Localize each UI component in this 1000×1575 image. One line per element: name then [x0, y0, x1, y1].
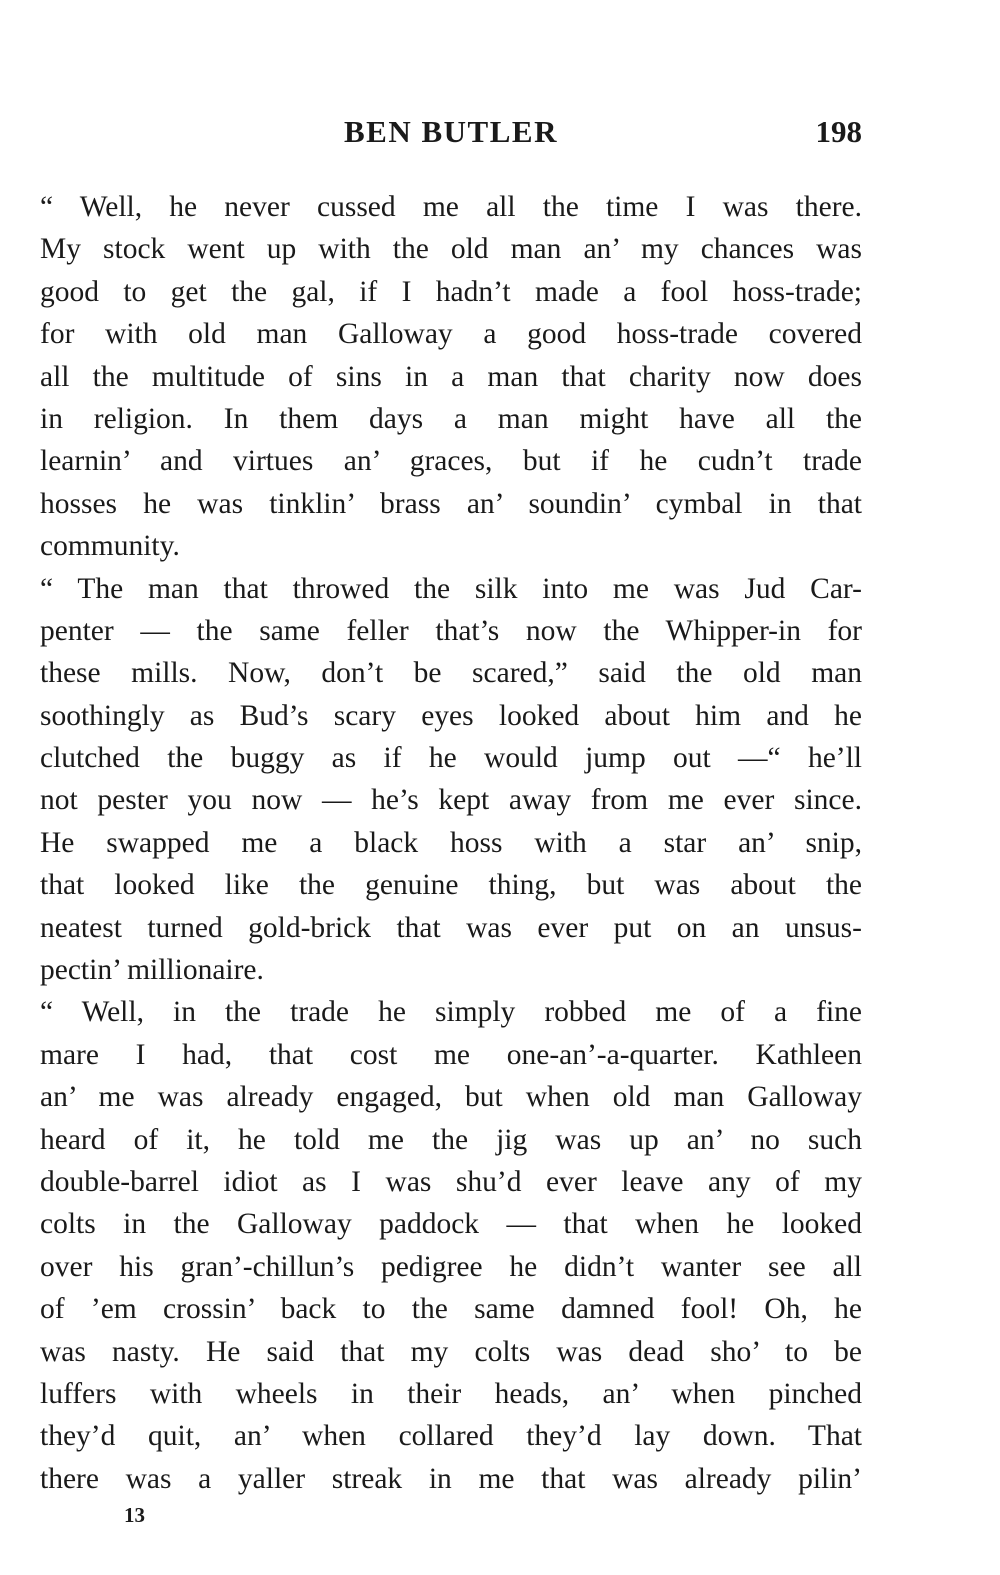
text-line: “ Well, in the trade he simply robbed me of a fine [40, 996, 862, 1029]
text-line: learnin’ and virtues an’ graces, but if he cudn’t trade [40, 445, 862, 478]
running-head [40, 114, 862, 162]
text-line: pectin’ millionaire. [40, 954, 264, 987]
page-number: 198 [815, 114, 862, 149]
text-line: there was a yaller streak in me that was already pilin’ [40, 1462, 862, 1495]
signature-mark: 13 [124, 1503, 145, 1527]
text-line: not pester you now — he’s kept away from me ever since. [40, 784, 862, 817]
text-line: over his gran’-chillun’s pedigree he didn’t wanter see all [40, 1250, 862, 1283]
text-line: of ’em crossin’ back to the same damned fool! Oh, he [40, 1293, 862, 1326]
body-text [40, 186, 862, 1500]
text-line: all the multitude of sins in a man that charity now does [40, 360, 862, 393]
text-line: that looked like the genuine thing, but was about the [40, 869, 862, 902]
text-line: in religion. In them days a man might have all the [40, 402, 862, 435]
text-line: hosses he was tinklin’ brass an’ soundin’ cymbal in that [40, 487, 862, 520]
text-line: mare I had, that cost me one-an’-a-quarter. Kathleen [40, 1038, 862, 1071]
text-line: was nasty. He said that my colts was dead sho’ to be [40, 1335, 862, 1368]
text-line: these mills. Now, don’t be scared,” said the old man [40, 657, 862, 690]
text-line: “ Well, he never cussed me all the time I was there. [40, 191, 862, 223]
text-line: heard of it, he told me the jig was up an’ no such [40, 1123, 862, 1156]
text-line: for with old man Galloway a good hoss-trade covered [40, 318, 862, 351]
text-line: penter — the same feller that’s now the Whipper-in for [40, 614, 862, 647]
text-line: soothingly as Bud’s scary eyes looked about him and he [40, 699, 862, 732]
text-line: “ The man that throwed the silk into me was Jud Car- [40, 572, 862, 605]
text-line: colts in the Galloway paddock — that when he looked [40, 1208, 862, 1241]
text-line: neatest turned gold-brick that was ever put on an unsus- [40, 911, 862, 944]
text-line: they’d quit, an’ when collared they’d lay down. That [40, 1420, 862, 1453]
text-line: He swapped me a black hoss with a star an’ snip, [40, 826, 862, 859]
running-title: BEN BUTLER [344, 114, 558, 149]
text-line: good to get the gal, if I hadn’t made a fool hoss-trade; [40, 275, 862, 308]
text-line: community. [40, 530, 180, 563]
text-line: double-barrel idiot as I was shu’d ever leave any of my [40, 1165, 862, 1198]
text-line: luffers with wheels in their heads, an’ when pinched [40, 1377, 862, 1410]
text-line: an’ me was already engaged, but when old man Galloway [40, 1081, 862, 1114]
text-line: My stock went up with the old man an’ my chances was [40, 233, 862, 266]
text-line: clutched the buggy as if he would jump out —“ he’ll [40, 742, 862, 775]
